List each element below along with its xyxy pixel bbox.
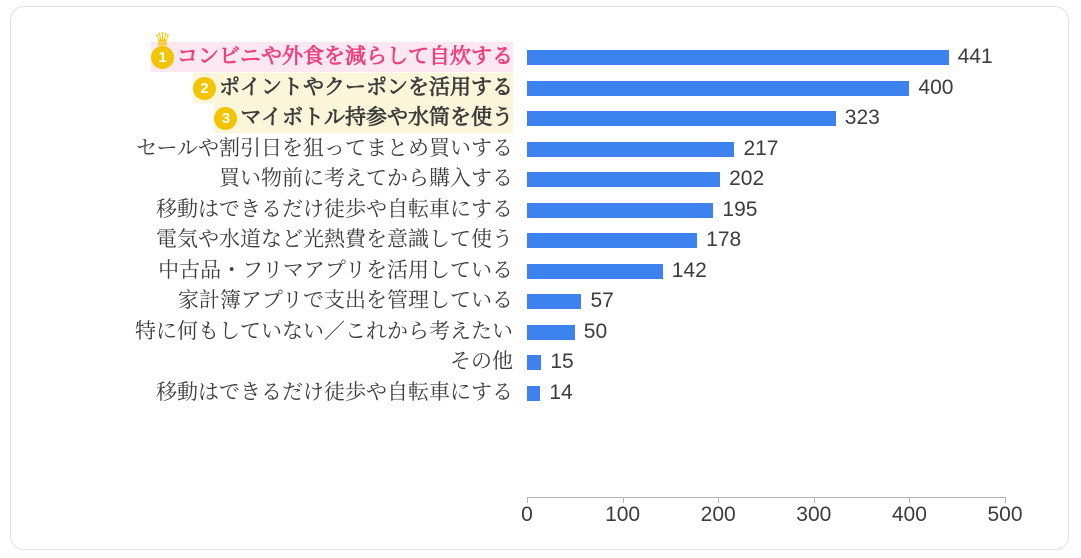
bar (527, 203, 713, 218)
bar (527, 355, 541, 370)
category-label-text: 特に何もしていない／これから考えたい (135, 319, 513, 343)
bar-row (0, 195, 1081, 225)
bar-value-label: 50 (583, 319, 608, 343)
bar-value-label: 217 (743, 136, 779, 160)
category-label-text: 買い物前に考えてから購入する (219, 167, 513, 191)
bar (527, 172, 720, 187)
x-axis-tick-label: 400 (891, 503, 927, 526)
bar-value-label: 195 (722, 197, 758, 221)
category-label (156, 225, 513, 255)
category-label (178, 286, 513, 316)
category-label-text: 移動はできるだけ徒歩や自転車にする (156, 380, 513, 404)
bar-row (0, 256, 1081, 286)
category-label-text: 1 ♛ コンビニや外食を減らして自炊する (151, 42, 513, 72)
bar (527, 81, 909, 96)
category-label (151, 30, 513, 72)
category-label (158, 256, 513, 286)
category-label-text: セールや割引日を狙ってまとめ買いする (136, 136, 513, 160)
bar-row (0, 286, 1081, 316)
bar (527, 142, 734, 157)
bar-value-label: 15 (550, 350, 574, 373)
category-label (156, 378, 513, 408)
crown-icon: ♛ (153, 30, 172, 52)
category-label (193, 73, 513, 103)
bar-value-label: 57 (590, 289, 614, 312)
category-label (219, 164, 513, 194)
rank-badge: 1 ♛ (151, 46, 174, 69)
category-label (135, 317, 513, 347)
x-axis-tick-label: 200 (700, 503, 736, 526)
x-axis-tick-label: 0 (521, 503, 533, 526)
bar (527, 294, 581, 309)
bar (527, 233, 697, 248)
category-label (136, 134, 513, 164)
x-axis-line (527, 497, 1005, 498)
bar-row (0, 164, 1081, 194)
category-label-text: 移動はできるだけ徒歩や自転車にする (156, 197, 513, 221)
bar (527, 325, 575, 340)
category-label-text: 3 マイボトル持参や水筒を使う (214, 103, 513, 133)
bar-row (0, 225, 1081, 255)
category-label (214, 103, 513, 133)
rank-badge: 2 (193, 77, 216, 100)
bar-value-label: 178 (706, 228, 742, 251)
category-label-text: 家計簿アプリで支出を管理している (177, 289, 513, 313)
bar-value-label: 400 (918, 75, 954, 99)
bar (527, 386, 540, 401)
rank-badge: 3 (214, 107, 237, 130)
category-label (450, 347, 513, 377)
bar-value-label: 323 (844, 106, 880, 129)
x-axis-tick-label: 300 (796, 503, 832, 526)
bar-row (0, 347, 1081, 377)
bar-value-label: 202 (729, 167, 765, 190)
bar (527, 264, 663, 279)
bar-value-label: 14 (549, 380, 573, 404)
bar-row (0, 378, 1081, 408)
bar-row (0, 73, 1081, 103)
bar-row (0, 134, 1081, 164)
bar-row (0, 317, 1081, 347)
category-label-text: 電気や水道など光熱費を意識して使う (156, 228, 513, 252)
category-label-text: 中古品・フリマアプリを活用している (158, 258, 513, 282)
bar (527, 111, 836, 126)
category-label (156, 195, 513, 225)
bar-row (0, 103, 1081, 133)
bar-row (0, 30, 1081, 72)
x-axis-tick-label: 500 (987, 503, 1023, 526)
bar-value-label: 441 (957, 45, 993, 68)
bar-value-label: 142 (671, 258, 707, 282)
x-axis-tick-label: 100 (605, 503, 641, 526)
bar (527, 50, 949, 65)
category-label-text: 2 ポイントやクーポンを活用する (193, 73, 513, 103)
category-label-text: その他 (450, 350, 513, 374)
